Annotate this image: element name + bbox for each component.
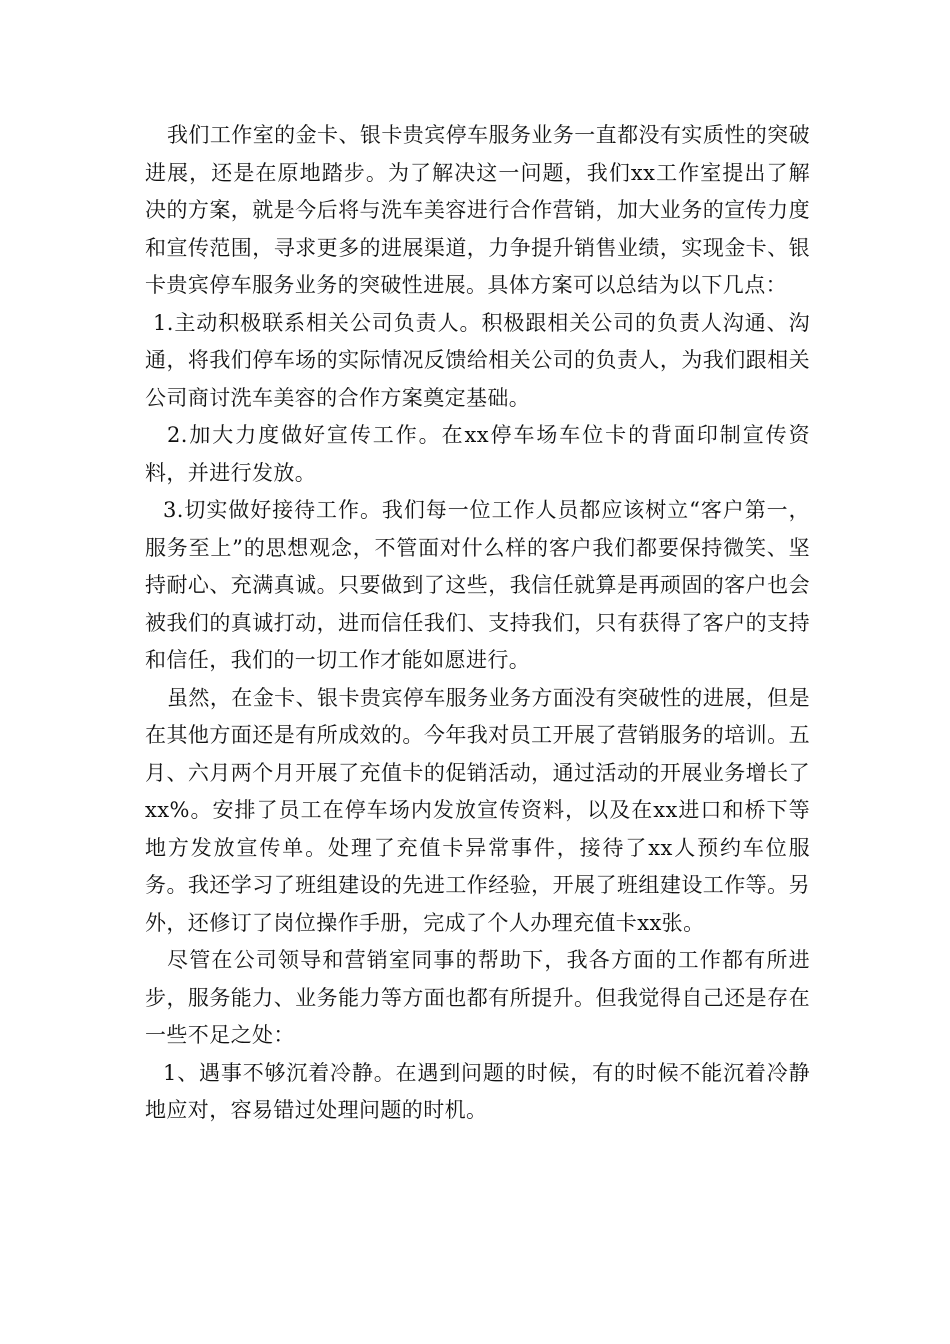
list-item-calm: 1、遇事不够沉着冷静。在遇到问题的时候，有的时候不能沉着冷静地应对，容易错过处理问题的时机。 [145,1060,810,1122]
paragraph-shortcomings: 尽管在公司领导和营销室同事的帮助下，我各方面的工作都有所进步，服务能力、业务能力等方面也都有所提升。但我觉得自己还是存在一些不足之处： [145,948,810,1047]
paragraph-achievements: 虽然，在金卡、银卡贵宾停车服务业务方面没有突破性的进展，但是在其他方面还是有所成效的。今年我对员工开展了营销服务的培训。五月、六月两个月开展了充值卡的促销活动，通过活动的开展业务增长了xx%。安排了员工在停车场内发放宣传资料，以及在xx进口和桥下等地方发放宣传单。处理了充值卡异常事件，接待了xx人预约车位服务。我还学习了班组建设的先进工作经验，开展了班组建设工作等。另外，还修订了岗位操作手册，完成了个人办理充值卡xx张。 [145,685,810,935]
list-item-contact: 1.主动积极联系相关公司负责人。积极跟相关公司的负责人沟通、沟通，将我们停车场的实际情况反馈给相关公司的负责人，为我们跟相关公司商讨洗车美容的合作方案奠定基础。 [145,310,810,410]
list-item-publicity: 2.加大力度做好宣传工作。在xx停车场车位卡的背面印制宣传资料，并进行发放。 [145,423,810,485]
list-item-reception: 3.切实做好接待工作。我们每一位工作人员都应该树立“客户第一，服务至上”的思想观念，不管面对什么样的客户我们都要保持微笑、坚持耐心、充满真诚。只要做到了这些，我信任就算是再顽固的客户也会被我们的真诚打动，进而信任我们、支持我们，只有获得了客户的支持和信任，我们的一切工作才能如愿进行。 [145,498,810,672]
paragraph-intro: 我们工作室的金卡、银卡贵宾停车服务业务一直都没有实质性的突破进展，还是在原地踏步。为了解决这一问题，我们xx工作室提出了解决的方案，就是今后将与洗车美容进行合作营销，加大业务的宣传力度和宣传范围，寻求更多的进展渠道，力争提升销售业绩，实现金卡、银卡贵宾停车服务业务的突破性进展。具体方案可以总结为以下几点： [145,123,810,297]
document-body [145,117,810,1130]
